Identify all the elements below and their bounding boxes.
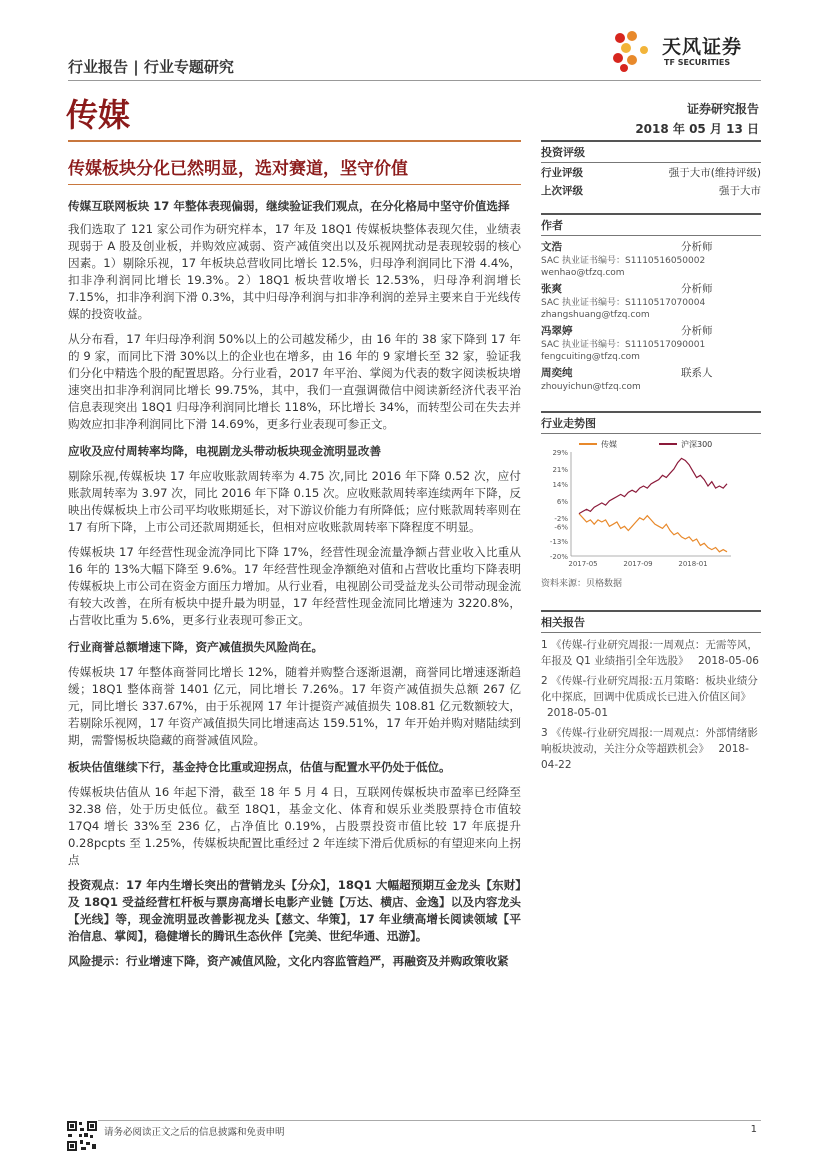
related-header: 相关报告 xyxy=(541,616,585,629)
y-tick-label: 21% xyxy=(552,465,568,474)
author-role: 联系人 xyxy=(681,367,713,379)
author-entry xyxy=(541,366,761,393)
author-email: wenhao@tfzq.com xyxy=(541,268,625,278)
author-entry xyxy=(541,240,761,279)
paragraph: 传媒板块估值从 16 年起下滑，截至 18 年 5 月 4 日，互联网传媒板块市盈率已经降至 32.38 倍，处于历史低位。截至 18Q1，基金文化、体育和娱乐业类股票持仓市值较 17Q4 增长 33%至 236 亿，占净值比 0.19%，占股票投资市值比较 17 年底提升 0.28pcpts 至 1.25%，传媒板块配置比重经过 2 年连续下滑后优质标的有望迎来向上拐点 xyxy=(68,785,521,867)
header-divider xyxy=(68,80,761,81)
report-main-title: 传媒板块分化已然明显，选对赛道，坚守价值 xyxy=(68,159,408,179)
paragraph: 传媒板块 17 年经营性现金流净同比下降 17%，经营性现金流量净额占营业收入比重从 16 年的 13%大幅下降至 9.6%。17 年经营性现金净额绝对值和占营收比重均下降表明传媒板块上市公司在资金方面压力增加。从行业看，电视剧公司受益龙头公司带动现金流有较大改善，在所有板块中提升最为明显，17 年经营性现金流同比增速为 3220.8%，占营收比重为 5.6%，更多行业表现可参正文。 xyxy=(68,545,521,627)
sector-title: 传媒 xyxy=(66,96,131,134)
chart-source: 资料来源：贝格数据 xyxy=(541,579,623,589)
author-role: 分析师 xyxy=(681,283,713,295)
title-top-divider xyxy=(68,140,521,142)
report-type: 证券研究报告 xyxy=(686,102,759,116)
prev-rating-value: 强于大市 xyxy=(719,185,761,197)
report-body xyxy=(68,198,521,970)
related-report-date: 2018-05-06 xyxy=(697,655,759,667)
section-heading: 传媒互联网板块 17 年整体表现偏弱，继续验证我们观点，在分化格局中坚守价值选择 xyxy=(68,199,510,213)
prev-rating-label: 上次评级 xyxy=(541,185,583,197)
y-tick-label: -6% xyxy=(554,523,568,532)
paragraph: 传媒板块 17 年整体商誉同比增长 12%，随着并购整合逐渐退潮，商誉同比增速逐渐趋缓；18Q1 整体商誉 1401 亿元，同比增长 7.26%。17 年资产减值损失总额 267 亿元，同比增长 337.67%，由于乐视网 17 年计提资产减值损失 108.81 亿元数额较大，若剔除乐视网，17 年资产减值损失同比增速高达 159.51%，17 年开始并购对赌陆续到期，需警惕板块隐藏的商誉减值风险。 xyxy=(68,665,521,747)
logo-icon xyxy=(610,28,660,74)
sidebar xyxy=(541,140,761,773)
section-heading: 行业商誉总额增速下降，资产减值损失风险尚在。 xyxy=(68,640,324,654)
industry-trend-chart xyxy=(541,436,761,576)
report-category: 行业报告 | 行业专题研究 xyxy=(68,58,234,76)
qr-code-icon xyxy=(66,1120,98,1152)
related-report-title[interactable]: 1 《传媒-行业研究周报:一周观点：无需等风，年报及 Q1 业绩指引全年选股》 xyxy=(541,639,758,667)
author-name: 张爽 xyxy=(541,283,562,295)
author-entry xyxy=(541,282,761,321)
y-tick-label: -13% xyxy=(549,538,568,547)
risk-warning: 风险提示：行业增速下降，资产减值风险，文化内容监管趋严，再融资及并购政策收紧 xyxy=(68,954,509,968)
legend-label: 沪深300 xyxy=(681,440,713,449)
brand-name-en: TF SECURITIES xyxy=(664,58,731,67)
author-cert: SAC 执业证书编号：S1110516050002 xyxy=(541,256,706,266)
y-tick-label: 29% xyxy=(552,449,568,457)
related-report-date: 2018-05-01 xyxy=(547,707,609,719)
related-report-title[interactable]: 3 《传媒-行业研究周报:一周观点：外部情绪影响板块波动，关注分众等超跌机会》 xyxy=(541,727,758,755)
x-tick-label: 2017-05 xyxy=(568,560,598,568)
report-date: 2018 年 05 月 13 日 xyxy=(635,122,759,136)
series-line-csi300 xyxy=(579,458,727,513)
trend-header: 行业走势图 xyxy=(541,417,596,430)
related-report-title[interactable]: 2 《传媒-行业研究周报:五月策略：板块业绩分化中探底，回调中优质成长已进入价值区间》 xyxy=(541,675,758,703)
x-tick-label: 2017-09 xyxy=(623,560,653,568)
rating-header: 投资评级 xyxy=(541,146,585,159)
author-role: 分析师 xyxy=(681,241,713,253)
y-tick-label: 14% xyxy=(552,480,568,489)
author-cert: SAC 执业证书编号：S1110517090001 xyxy=(541,340,706,350)
title-bottom-divider xyxy=(68,184,521,185)
related-report[interactable] xyxy=(541,725,761,773)
related-report[interactable] xyxy=(541,673,761,721)
author-email: fengcuiting@tfzq.com xyxy=(541,352,640,362)
section-heading: 板块估值继续下行，基金持仓比重或迎拐点，估值与配置水平仍处于低位。 xyxy=(68,760,451,774)
series-line-media xyxy=(579,514,727,552)
author-role: 分析师 xyxy=(681,325,713,337)
page-number: 1 xyxy=(750,1124,757,1135)
y-tick-label: -20% xyxy=(549,553,568,561)
rating-value: 强于大市(维持评级) xyxy=(668,167,761,179)
author-name: 文浩 xyxy=(541,241,562,253)
y-tick-label: -2% xyxy=(554,514,568,523)
related-report-date: 2018-04-22 xyxy=(541,743,749,771)
brand-name-cn: 天风证券 xyxy=(662,36,743,58)
author-email: zhangshuang@tfzq.com xyxy=(541,310,650,320)
author-email: zhouyichun@tfzq.com xyxy=(541,382,641,392)
footer-disclaimer: 请务必阅读正文之后的信息披露和免责申明 xyxy=(104,1127,285,1138)
paragraph: 我们选取了 121 家公司作为研究样本，17 年及 18Q1 传媒板块整体表现欠佳，业绩表现弱于 A 股及创业板，并购效应减弱、资产减值突出以及乐视网扰动是表现较弱的核心因素。1）剔除乐视，17 年板块总营收同比增长 12.5%，归母净利润同比下滑 4.4%，扣非净利润同比增长 19.3%。2）18Q1 板块营收增长 12.53%，归母净利润增长 7.15%，扣非净利润下滑 0.3%，其中归母净利润与扣非净利润的差异主要来自于光线传媒的投资收益。 xyxy=(68,222,521,321)
rating-label: 行业评级 xyxy=(541,167,583,179)
x-tick-label: 2018-01 xyxy=(678,560,708,568)
author-name: 周奕纯 xyxy=(541,367,573,379)
paragraph: 从分布看，17 年归母净利润 50%以上的公司越发稀少，由 16 年的 38 家下降到 17 年的 9 家，而同比下滑 30%以上的企业也在增多，由 16 年的 9 家增长至 32 家，验证我们分化中精选个股的配置思路。分行业看，2017 年平治、掌阅为代表的数字阅读板块增速突出扣非净利润同比增长 99.75%，其中，我们一直强调微信中阅读新经济代表平治信息表现突出 18Q1 归母净利润同比增长 118%，环比增长 34%，而转型公司在失去并购效应扣非净利润同比下滑 14.69%，更多行业表现可参正文。 xyxy=(68,332,521,431)
legend-label: 传媒 xyxy=(601,440,617,449)
y-tick-label: 6% xyxy=(556,497,568,506)
author-entry xyxy=(541,324,761,363)
paragraph: 剔除乐视,传媒板块 17 年应收账款周转率为 4.75 次,同比 2016 年下降 0.52 次，应付账款周转率为 3.97 次，同比 2016 年下降 0.15 次。应收账款周转率连续两年下降，反映出传媒板块上市公司平均收账期延长，对下游议价能力有所降低；应付账款周转率则在 17 有所下降，上市公司还款周期延长，但相对应收账款周转率下降程度不明显。 xyxy=(68,469,521,534)
author-cert: SAC 执业证书编号：S1110517070004 xyxy=(541,298,706,308)
section-heading: 应收及应付周转率均降，电视剧龙头带动板块现金流明显改善 xyxy=(68,444,382,458)
prev-rating-row xyxy=(541,184,761,199)
author-name: 冯翠婷 xyxy=(541,325,573,337)
rating-row xyxy=(541,166,761,181)
investment-view: 投资观点：17 年内生增长突出的营销龙头【分众】，18Q1 大幅超预期互金龙头【东财】及 18Q1 受益经营杠杆板与票房高增长电影产业链【万达、横店、金逸】以及内容龙头【光线】等，现金流明显改善影视龙头【慈文、华策】，17 年业绩高增长阅读领域【平治信息、掌阅】，稳健增长的腾讯生态伙伴【完美、世纪华通、迅游】。 xyxy=(68,878,521,943)
footer-divider xyxy=(68,1120,761,1121)
related-report[interactable] xyxy=(541,637,761,669)
authors-header: 作者 xyxy=(541,219,563,232)
